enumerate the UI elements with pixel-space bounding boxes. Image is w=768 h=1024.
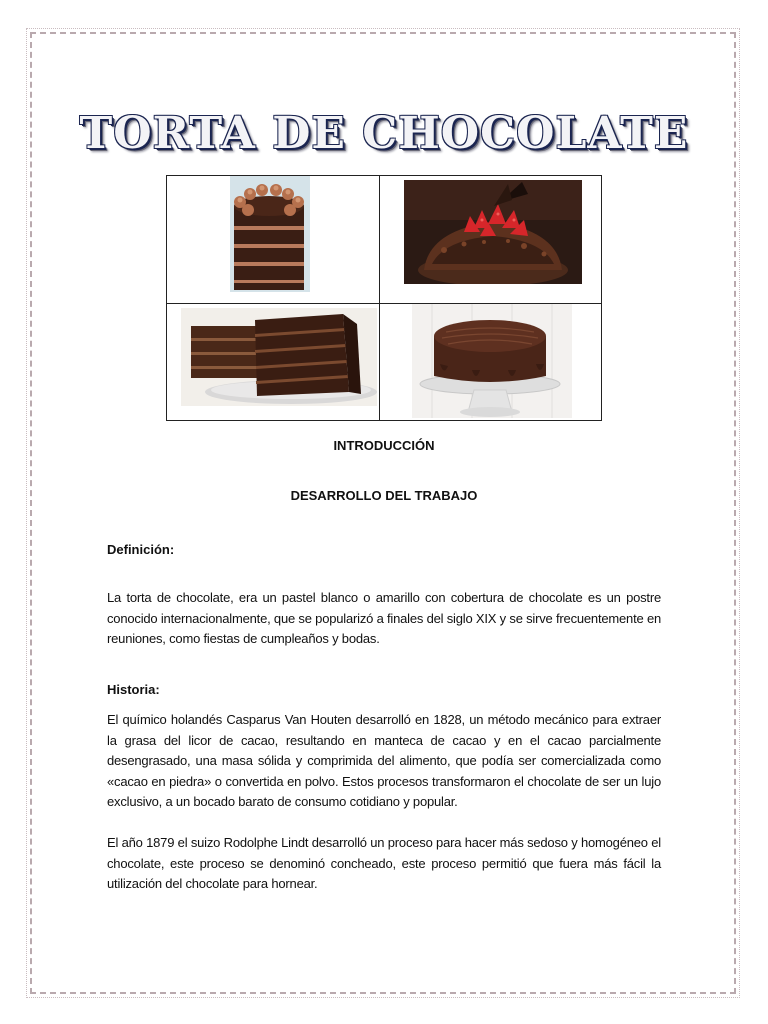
image-cell-2 <box>380 176 601 304</box>
history-label: Historia: <box>107 682 160 697</box>
intro-heading: INTRODUCCIÓN <box>333 438 435 453</box>
image-cell-1 <box>167 176 380 304</box>
development-heading: DESARROLLO DEL TRABAJO <box>290 488 478 503</box>
definition-label: Definición: <box>107 542 175 557</box>
glazed-cake-on-stand-image <box>412 304 572 418</box>
image-cell-3 <box>167 304 380 420</box>
image-grid <box>166 175 602 421</box>
image-cell-4 <box>380 304 601 420</box>
cake-slice-image <box>181 308 377 406</box>
layer-cake-with-frosting-image <box>230 176 310 292</box>
definition-paragraph: La torta de chocolate, era un pastel blanco o amarillo con cobertura de chocolate es un postre conocido internacionalmente, que se popularizó a finales del siglo XIX y se sirve frecuentemente en reuniones, como fiestas de cumpleaños y bodas. <box>107 590 661 647</box>
history-paragraph-1: El químico holandés Casparus Van Houten desarrolló en 1828, un método mecánico para extraer la grasa del licor de cacao, resultando en manteca de cacao y en el cacao parcialmente desengrasado, una masa sólida y comprimida del alimento, que podía ser comercializada como «cacao en piedra» o convertida en polvo. Estos procesos transformaron el chocolate de ser un lujo exclusivo, a un bocado barato de consumo cotidiano y popular. <box>107 712 661 810</box>
history-paragraph-2: El año 1879 el suizo Rodolphe Lindt desarrolló un proceso para hacer más sedoso y homogéneo el chocolate, este proceso se denominó concheado, este proceso permitió que fuera más fácil la utilización del chocolate para hornear. <box>107 835 661 892</box>
strawberry-chocolate-cake-image <box>404 180 582 284</box>
page-title: TORTA DE CHOCOLATE <box>79 108 689 159</box>
